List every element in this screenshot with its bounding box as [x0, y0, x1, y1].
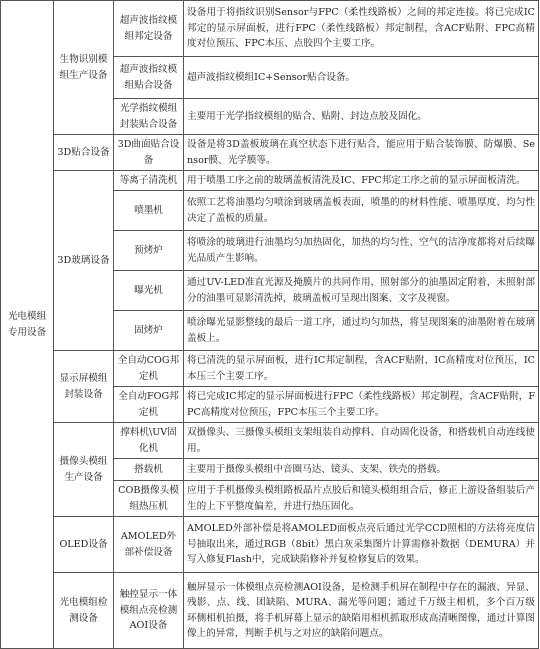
item-name: 触控显示一体模组点亮检测AOI设备 [114, 573, 184, 649]
table-row [1, 1, 539, 57]
item-name: 全自动COG邦定机 [114, 351, 184, 387]
group-name: OLED设备 [54, 517, 114, 573]
item-desc: 依照工艺将油墨均匀喷涂到玻璃盖板表面，喷墨的的材料性能、喷墨厚度、均匀性决定了盖板的质量。 [184, 191, 539, 231]
item-desc: 超声波指纹模组IC+Sensor贴合设备。 [184, 57, 539, 99]
item-desc: 设备是将3D盖板玻璃在真空状态下进行贴合，能应用于贴合装饰膜、防爆膜、Sensor膜、光学膜等。 [184, 135, 539, 171]
table-row [1, 573, 539, 649]
table-row [1, 171, 539, 191]
item-name: 预烤炉 [114, 231, 184, 271]
item-name: 超声波指纹模组邦定设备 [114, 1, 184, 57]
item-name: 全自动FOG邦定机 [114, 387, 184, 423]
item-desc: 将已清洗的显示屏面板，进行IC邦定制程，含ACF贴附，IC高精度对位预压，IC本压三个主要工序。 [184, 351, 539, 387]
item-desc: 用于喷墨工序之前的玻璃盖板清洗及IC、FPC邦定工序之前的显示屏面板清洗。 [184, 171, 539, 191]
item-name: 固烤炉 [114, 311, 184, 351]
group-name: 3D贴合设备 [54, 135, 114, 171]
item-name: 搭载机 [114, 459, 184, 481]
item-desc: 设备用于将指纹识别Sensor与FPC（柔性线路板）之间的邦定连接。将已完成IC邦定的显示屏面板，进行FPC（柔性线路板）邦定制程，含ACF贴附、FPC高精度对位预压、FPC本压、点胶四个主要工序。 [184, 1, 539, 57]
table-row [1, 135, 539, 171]
item-name: AMOLED外部补偿设备 [114, 517, 184, 573]
item-desc: 主要用于光学指纹模组的贴合、贴附、封边点胶及固化。 [184, 99, 539, 135]
item-name: 光学指纹模组封装贴合设备 [114, 99, 184, 135]
item-name: 等离子清洗机 [114, 171, 184, 191]
item-desc: 通过UV-LED准直光源及掩膜片的共同作用，照射部分的油墨固定附着，未照射部分的油墨可显影清洗掉，玻璃盖板可呈现出图案、文字及视窗。 [184, 271, 539, 311]
item-name: 曝光机 [114, 271, 184, 311]
item-desc: 喷涂曝光显影整线的最后一道工序，通过均匀加热，将呈现图案的油墨附着在玻璃盖板上。 [184, 311, 539, 351]
table-row [1, 517, 539, 573]
group-name: 生物识别模组生产设备 [54, 1, 114, 135]
item-desc: 主要用于摄像头模组中音圈马达、镜头、支架、铁壳的搭载。 [184, 459, 539, 481]
item-desc: 将已完成IC邦定的显示屏面板进行FPC（柔性线路板）邦定制程，含ACF贴附，FPC高精度对位预压，FPC本压三个主要工序。 [184, 387, 539, 423]
item-desc: 应用于手机摄像头模组路板晶片点胶后和镜头模组组合后，修正上游设备组装后产生的上下平整度偏差，并进行热压固化。 [184, 481, 539, 517]
item-name: 撑料机\UV固化机 [114, 423, 184, 459]
item-desc: 将喷涂的玻璃进行油墨均匀加热固化，加热的均匀性、空气的洁净度都将对后续曝光品质产生影响。 [184, 231, 539, 271]
item-name: 超声波指纹模组贴合设备 [114, 57, 184, 99]
item-name: 3D曲面贴合设备 [114, 135, 184, 171]
group-name: 光电模组检测设备 [54, 573, 114, 649]
item-desc: 双摄像头、三摄像头模组支架组装自动撑料、自动固化设备，和搭载机自动连线使用。 [184, 423, 539, 459]
item-name: COB摄像头模组热压机 [114, 481, 184, 517]
category-cell: 光电模组专用设备 [1, 1, 54, 649]
table-row [1, 351, 539, 387]
group-name: 摄像头模组生产设备 [54, 423, 114, 517]
item-desc: AMOLED外部补偿是将AMOLED面板点亮后通过光学CCD照相的方法将亮度信号抽取出来，通过RGB（8bit）黑白灰采集图片计算需修补数据（DEMURA）并写入修复Flash中，完成缺陷修补并复检修复后的效果。 [184, 517, 539, 573]
item-desc: 触屏显示一体模组点亮检测AOI设备，是检测手机屏在制程中存在的漏液、异显、残影、点、线、团缺陷、MURA、漏光等问题；通过千万级主相机，多个百万级环侧相机拍摄，将手机屏幕上显示的缺陷用相机抓取形成高清晰图像，通过计算图像上的异常，判断手机与之对应的缺陷问题点。 [184, 573, 539, 649]
group-name: 显示屏模组封装设备 [54, 351, 114, 423]
group-name: 3D玻璃设备 [54, 171, 114, 351]
item-name: 喷墨机 [114, 191, 184, 231]
table-row [1, 423, 539, 459]
